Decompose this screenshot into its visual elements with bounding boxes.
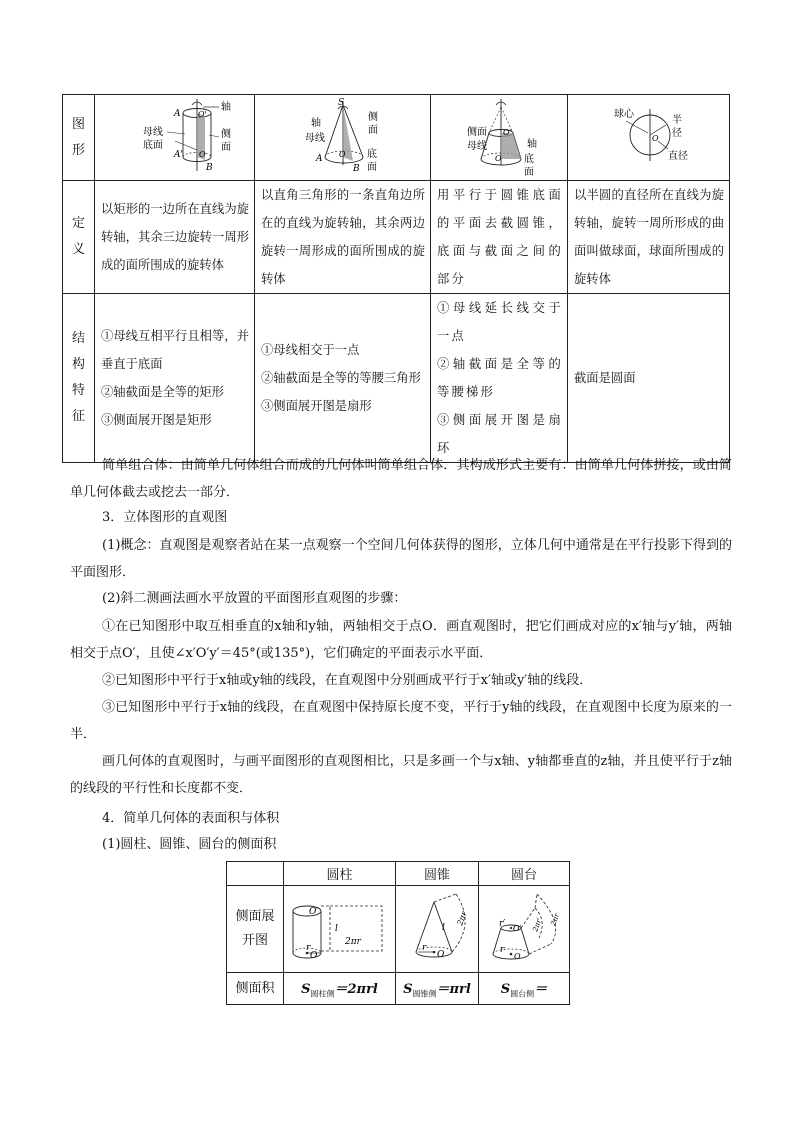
row-label-char: 图 [71,116,85,132]
cone-dev-label: r [422,943,427,953]
row-label-char: 结 [71,331,85,346]
definition-frustum: 用平行于圆锥底面的平面去截圆锥，底面与截面之间的部分 [431,181,568,294]
lateral-table-header [227,862,570,886]
cylinder-figure [95,95,255,181]
frustum-base-label-2: 面 [524,167,534,178]
row-label-char: 形 [71,142,85,158]
cyl-generatrix-label: 母线 [143,127,163,138]
step-1: ①在已知图形中取互相垂直的x轴和y轴，两轴相交于点O．画直观图时，把它们画成对应的x′轴与y′轴，两轴相交于点O′，且使∠x′O′y′＝45°(或135°)，它们确定的平面表示水平面． [70,619,732,661]
step-3: ③已知图形中平行于x轴的线段，在直观图中保持原长度不变，平行于y轴的线段，在直观图中长度为原来的一半． [70,700,732,742]
row-label-char: 征 [71,409,85,424]
section-4-title: 4．简单几何体的表面积与体积 [102,811,280,826]
definition-cone: 以直角三角形的一条直角边所在的直线为旋转轴，其余两边旋转一周形成的面所围成的旋转体 [255,181,431,294]
cone-axis-label: 轴 [311,118,321,129]
structure-row [63,294,730,463]
cone-point-label: B [353,164,360,174]
header-cone: 圆锥 [396,862,479,886]
step-2: ②已知图形中平行于x轴或y轴的线段，在直观图中分别画成平行于x′轴或y′轴的线段． [102,673,593,688]
cyl-point-label: O [199,150,206,159]
cylinder-figure-cell [95,95,255,181]
formula-rhs: ＝πrl [436,981,471,997]
sphere-figure-cell [568,95,730,181]
frustum-development-cell [479,886,570,973]
formula-subscript: 圆锥侧 [412,989,437,999]
cyl-dev-label: 2πr [345,937,361,947]
frustum-dev-label: O′ [513,924,522,933]
structure-cone [255,294,431,463]
formula-cone [396,973,479,1005]
paragraph-solid: 画几何体的直观图时，与画平面图形的直观图相比，只是多画一个与x轴、y轴都垂直的z轴，并且使平行于z轴的线段的平行性和长度都不变． [70,754,732,796]
header-frustum: 圆台 [479,862,570,886]
frustum-dev-label: 2πr [549,912,562,927]
label-line: 开图 [241,933,268,948]
cone-development-figure [396,886,479,973]
paragraph-combination: 简单组合体：由简单几何体组合而成的几何体叫简单组合体．其构成形式主要有：由简单几何体拼接，或由简单几何体截去或挖去一部分． [70,458,732,500]
frustum-generatrix-label: 母线 [467,141,487,152]
label-line: 侧面展 [235,909,275,924]
paragraph-concept: (1)概念：直观图是观察者站在某一点观察一个空间几何体获得的图形，立体几何中通常是在平行投影下得到的平面图形． [70,538,732,580]
cyl-dev-label: l [335,924,338,934]
structure-item: ②轴截面是全等的等腰梯形 [437,357,563,399]
cone-base-label-2: 面 [367,162,377,173]
cyl-point-label: A' [174,150,183,160]
structure-item: ②轴截面是全等的矩形 [101,385,224,399]
cone-point-label: A [316,154,323,164]
formula-cylinder [284,973,396,1005]
frustum-dev-label: 2πr′ [531,916,544,933]
sphere-radius-label-2: 径 [672,128,682,139]
formula-rhs: ＝2πrl [334,981,378,997]
cyl-base-label: 底面 [143,140,163,151]
cyl-dev-label: r [306,943,311,953]
cyl-point-label: A [174,109,181,119]
cyl-dev-label: O′ [309,907,319,917]
cyl-dev-label: O [310,951,318,961]
structure-item: ①母线相交于一点 [261,343,360,357]
cyl-development-figure [284,886,396,973]
cone-generatrix-label: 母线 [305,133,325,144]
lateral-area-row [227,973,570,1005]
frustum-figure-cell [431,95,568,181]
cone-base-label-1: 底 [367,149,377,160]
lateral-area-label: 侧面积 [227,973,284,1005]
formula-symbol: S [403,981,413,997]
structure-item: ②轴截面是全等的等腰三角形 [261,371,421,385]
frustum-dev-label: r′ [499,919,506,929]
cone-dev-label: l [442,923,445,933]
header-cylinder: 圆柱 [284,862,396,886]
cyl-point-label: B [206,163,213,173]
figure-row [63,95,730,181]
row-label-figure [63,95,95,181]
structure-item: ①母线延长线交于一点 [437,301,563,343]
row-label-char: 特 [71,383,85,398]
cone-point-label: O [339,150,346,159]
development-label [227,886,284,973]
frustum-point-label: O' [503,128,512,137]
subsection-lateral-area: (1)圆柱、圆锥、圆台的侧面积 [102,837,277,852]
row-label-char: 构 [71,357,85,372]
frustum-figure [431,95,568,181]
sphere-center-label: 球心 [614,109,634,120]
frustum-dev-label: r [500,945,505,955]
definition-row [63,181,730,294]
sphere-radius-label-1: 半 [672,115,682,126]
solids-table [62,94,730,463]
frustum-lateral-label: 侧面 [467,127,487,138]
definition-cylinder: 以矩形的一边所在直线为旋转轴，其余三边旋转一周形成的面所围成的旋转体 [95,181,255,294]
lateral-area-table [226,861,570,1005]
cone-point-label: S [338,98,345,108]
structure-item: ③侧面展开图是扇环 [437,413,563,455]
cyl-axis-label: 轴 [221,102,231,113]
cyl-lateral-label-2: 面 [221,142,231,153]
cyl-lateral-label-1: 侧 [221,129,231,140]
structure-item: ③侧面展开图是矩形 [101,413,212,427]
cone-dev-label: O [437,950,445,960]
sphere-point-label: O [652,134,659,143]
cone-lateral-label-2: 面 [368,125,378,136]
row-label-definition [63,181,95,294]
paragraph-steps-intro: (2)斜二测画法画水平放置的平面图形直观图的步骤： [102,591,407,606]
formula-frustum [479,973,570,1005]
formula-symbol: S [500,981,511,997]
section-3-title: 3．立体图形的直观图 [102,510,228,525]
cone-lateral-label-1: 侧 [368,112,378,123]
frustum-dev-label: O [514,952,521,961]
development-row [227,886,570,973]
frustum-development-figure [479,886,570,973]
structure-frustum [431,294,568,463]
structure-sphere [568,294,730,463]
structure-item: 截面是圆面 [574,371,636,385]
formula-subscript: 圆柱侧 [310,989,335,999]
row-label-structure [63,294,95,463]
sphere-diameter-label: 直径 [668,151,688,162]
formula-symbol: S [301,981,311,997]
structure-item: ①母线互相平行且相等，并垂直于底面 [101,329,249,371]
header-empty [227,862,284,886]
frustum-point-label: O [495,154,502,163]
structure-item: ③侧面展开图是扇形 [261,399,372,413]
formula-rhs: ＝ [534,981,548,997]
sphere-figure [568,95,730,181]
cyl-point-label: O' [198,110,207,119]
row-label-char: 定 [71,216,85,231]
row-label-char: 义 [71,242,85,257]
cone-development-cell [396,886,479,973]
cone-figure-cell [255,95,431,181]
cone-dev-label: 2πr [455,910,469,927]
formula-subscript: 圆台侧 [510,989,535,999]
cyl-development-cell [284,886,396,973]
structure-cylinder [95,294,255,463]
definition-sphere: 以半圆的直径所在直线为旋转轴，旋转一周所形成的曲面叫做球面，球面所围成的旋转体 [568,181,730,294]
frustum-axis-label: 轴 [527,139,537,150]
frustum-base-label-1: 底 [524,154,534,165]
cone-figure [255,95,431,181]
